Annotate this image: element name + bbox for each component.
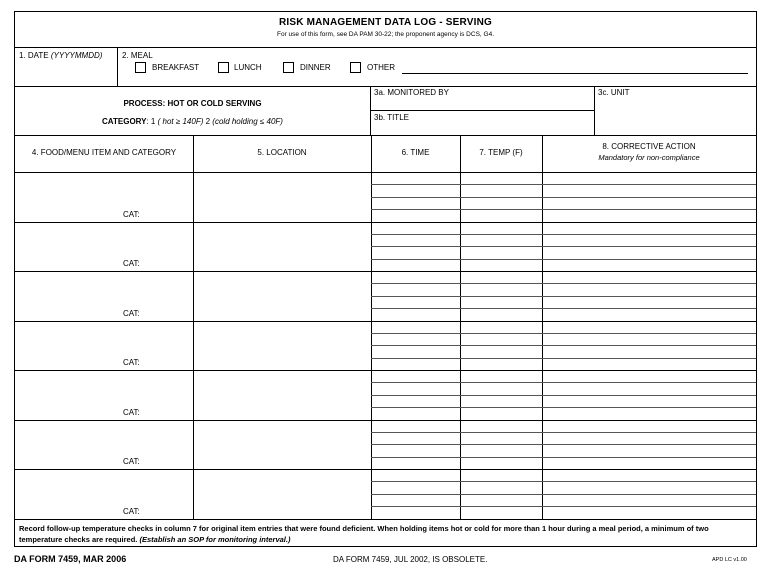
entry-line[interactable] bbox=[371, 345, 756, 346]
food-item-field[interactable] bbox=[16, 470, 192, 518]
entry-line[interactable] bbox=[371, 395, 756, 396]
category-label: CAT: bbox=[123, 209, 140, 219]
column-header-temp: 7. TEMP (F) bbox=[479, 148, 523, 157]
entry-line[interactable] bbox=[371, 506, 756, 507]
column-divider bbox=[460, 135, 461, 519]
divider bbox=[15, 86, 756, 87]
process-label: PROCESS: HOT OR COLD SERVING bbox=[123, 99, 262, 108]
lunch-option-label: LUNCH bbox=[234, 63, 262, 72]
food-item-field[interactable] bbox=[16, 272, 192, 320]
instruction-note: Record follow-up temperature checks in column 7 for original item entries that were found deficient. When holding items hot or cold for more than 1 hour during a meal period, a minimum of two temperature checks are required. (Establish an SOP for monitoring interval.) bbox=[19, 524, 709, 544]
form-title: RISK MANAGEMENT DATA LOG - SERVING bbox=[278, 17, 493, 28]
entry-line[interactable] bbox=[371, 184, 756, 185]
food-item-field[interactable] bbox=[16, 173, 192, 221]
location-field[interactable] bbox=[194, 272, 370, 320]
title-label: 3b. TITLE bbox=[374, 113, 409, 122]
entry-line[interactable] bbox=[371, 209, 756, 210]
location-field[interactable] bbox=[194, 470, 370, 518]
entry-line[interactable] bbox=[371, 246, 756, 247]
food-item-field[interactable] bbox=[16, 223, 192, 271]
category-label: CAT: bbox=[123, 407, 140, 417]
date-field[interactable] bbox=[118, 48, 756, 86]
location-field[interactable] bbox=[194, 173, 370, 221]
entry-line[interactable] bbox=[371, 296, 756, 297]
form-frame bbox=[14, 11, 757, 547]
version-label: APD LC v1.00 bbox=[712, 557, 747, 563]
column-header-corrective-action-note: Mandatory for non-compliance bbox=[598, 153, 700, 162]
entry-line[interactable] bbox=[371, 481, 756, 482]
column-header-corrective-action: 8. CORRECTIVE ACTION bbox=[602, 142, 696, 151]
form-number: DA FORM 7459, MAR 2006 bbox=[14, 554, 127, 564]
column-header-food: 4. FOOD/MENU ITEM AND CATEGORY bbox=[31, 148, 177, 157]
other-option-label: OTHER bbox=[367, 63, 395, 72]
divider bbox=[15, 135, 756, 136]
entry-line[interactable] bbox=[371, 234, 756, 235]
breakfast-checkbox[interactable] bbox=[135, 62, 146, 73]
entry-line[interactable] bbox=[371, 333, 756, 334]
divider bbox=[15, 519, 756, 520]
entry-line[interactable] bbox=[371, 457, 756, 458]
entry-line[interactable] bbox=[371, 259, 756, 260]
dinner-checkbox[interactable] bbox=[283, 62, 294, 73]
location-field[interactable] bbox=[194, 371, 370, 419]
entry-line[interactable] bbox=[371, 432, 756, 433]
other-text-field[interactable] bbox=[402, 73, 748, 74]
food-item-field[interactable] bbox=[16, 421, 192, 469]
unit-field[interactable] bbox=[595, 98, 755, 134]
column-header-time: 6. TIME bbox=[401, 148, 430, 157]
monitored-by-field[interactable] bbox=[371, 97, 593, 109]
entry-line[interactable] bbox=[371, 494, 756, 495]
column-divider bbox=[371, 135, 372, 519]
meal-label: 2. MEAL bbox=[122, 51, 153, 60]
title-field[interactable] bbox=[371, 122, 593, 134]
form-subtitle: For use of this form, see DA PAM 30-22; the proponent agency is DCS, G4. bbox=[276, 31, 494, 38]
category-label: CATEGORY: 1 ( hot ≥ 140F) 2 (cold holding ≤ 40F) bbox=[102, 117, 283, 126]
lunch-checkbox[interactable] bbox=[218, 62, 229, 73]
category-label: CAT: bbox=[123, 506, 140, 516]
other-checkbox[interactable] bbox=[350, 62, 361, 73]
category-label: CAT: bbox=[123, 308, 140, 318]
date-label: 1. DATE (YYYYMMDD) bbox=[19, 51, 103, 60]
entry-line[interactable] bbox=[371, 444, 756, 445]
entry-line[interactable] bbox=[371, 308, 756, 309]
column-header-location: 5. LOCATION bbox=[257, 148, 307, 157]
entry-line[interactable] bbox=[371, 358, 756, 359]
entry-line[interactable] bbox=[371, 407, 756, 408]
column-divider bbox=[542, 135, 543, 519]
breakfast-option-label: BREAKFAST bbox=[152, 63, 200, 72]
monitored-by-label: 3a. MONITORED BY bbox=[374, 88, 449, 97]
location-field[interactable] bbox=[194, 322, 370, 370]
divider bbox=[370, 110, 594, 111]
entry-line[interactable] bbox=[371, 283, 756, 284]
category-label: CAT: bbox=[123, 358, 140, 367]
obsolete-notice: DA FORM 7459, JUL 2002, IS OBSOLETE. bbox=[333, 555, 488, 564]
unit-label: 3c. UNIT bbox=[598, 88, 630, 97]
food-item-field[interactable] bbox=[16, 371, 192, 419]
entry-line[interactable] bbox=[371, 382, 756, 383]
category-label: CAT: bbox=[123, 457, 140, 466]
location-field[interactable] bbox=[194, 421, 370, 469]
food-item-field[interactable] bbox=[16, 322, 192, 370]
category-label: CAT: bbox=[123, 259, 140, 268]
dinner-option-label: DINNER bbox=[300, 63, 331, 72]
location-field[interactable] bbox=[194, 223, 370, 271]
entry-line[interactable] bbox=[371, 197, 756, 198]
